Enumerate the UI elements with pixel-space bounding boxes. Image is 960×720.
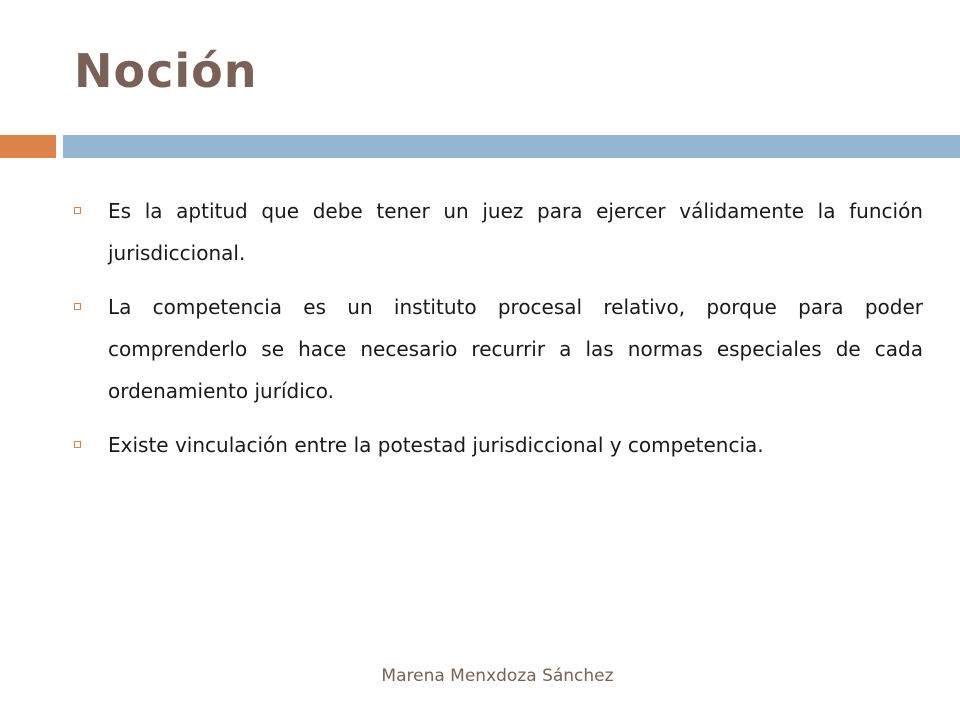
square-bullet-icon <box>74 303 81 310</box>
slide-title: Noción <box>74 44 258 98</box>
bullet-item <box>70 190 923 274</box>
bullet-list <box>70 190 923 478</box>
square-bullet-icon <box>74 207 81 214</box>
accent-bar-orange <box>0 135 56 158</box>
bullet-text: Es la aptitud que debe tener un juez para ejercer válidamente la función jurisdiccional. <box>108 199 923 265</box>
bullet-item <box>70 424 923 466</box>
square-bullet-icon <box>74 441 81 448</box>
bullet-text: Existe vinculación entre la potestad jurisdiccional y competencia. <box>108 433 764 457</box>
bullet-text: La competencia es un instituto procesal relativo, porque para poder comprenderlo se hace necesario recurrir a las normas especiales de cada ordenamiento jurídico. <box>108 295 923 403</box>
bullet-item <box>70 286 923 412</box>
footer-author: Marena Menxdoza Sánchez <box>381 666 614 686</box>
accent-bar-blue <box>63 135 960 158</box>
